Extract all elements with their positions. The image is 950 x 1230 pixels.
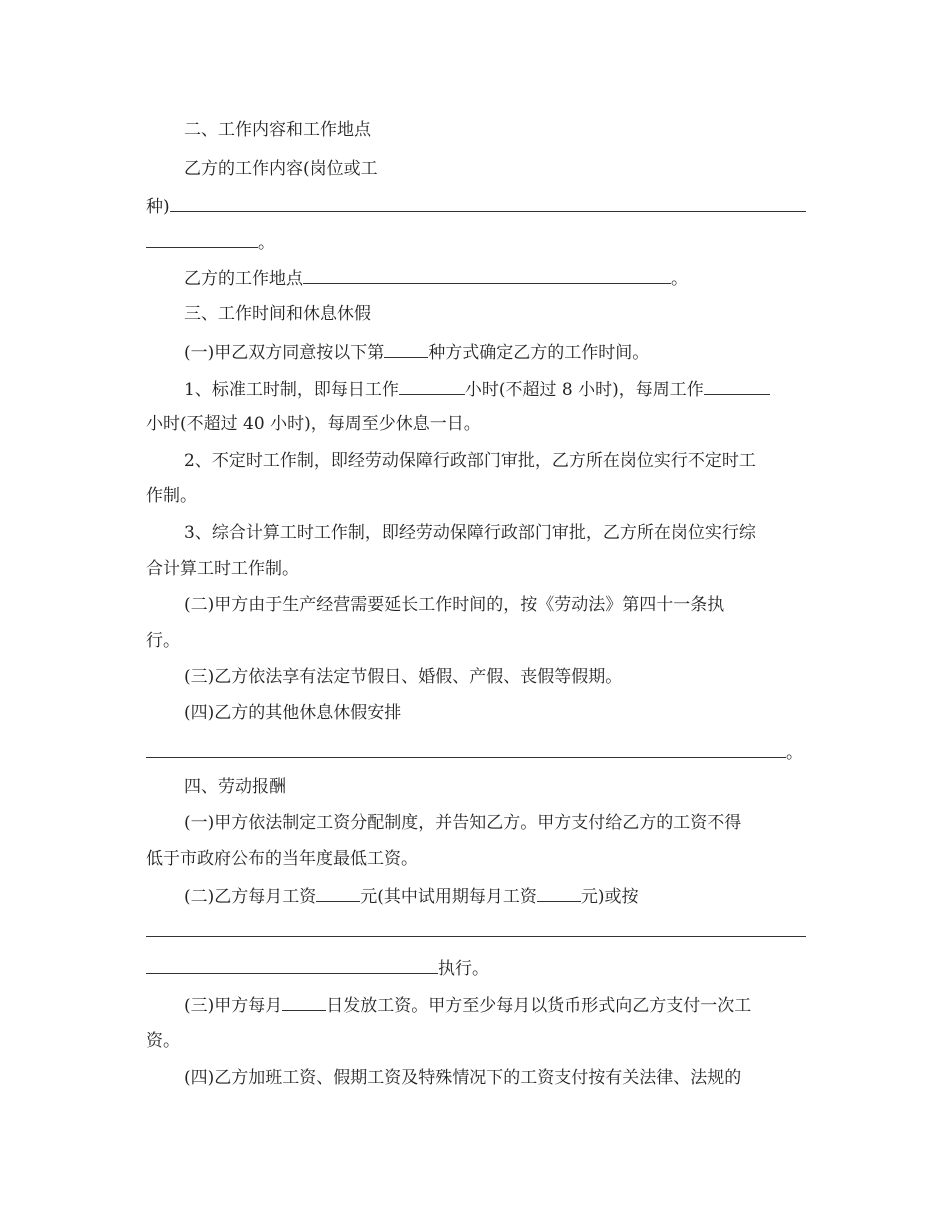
other-leave-blank xyxy=(146,740,786,758)
wage-system-line-1: (一)甲方依法制定工资分配制度，并告知乙方。甲方支付给乙方的工资不得 xyxy=(184,813,742,833)
wage-basis-line-2 xyxy=(146,956,489,981)
comprehensive-hours-line-1: 3、综合计算工时工作制，即经劳动保障行政部门审批，乙方所在岗位实行综 xyxy=(184,523,756,543)
section-4-heading: 四、劳动报酬 xyxy=(184,777,286,797)
text: (三)甲方每月 xyxy=(184,996,283,1016)
work-content-label-cont: 种) xyxy=(146,197,170,217)
wage-basis-blank xyxy=(146,919,806,937)
work-location-label: 乙方的工作地点 xyxy=(184,269,303,289)
flexible-hours-line-2: 作制。 xyxy=(146,486,197,506)
text: 执行。 xyxy=(438,959,489,979)
other-leave-label: (四)乙方的其他休息休假安排 xyxy=(184,703,402,723)
pay-day-blank xyxy=(282,993,326,1011)
work-content-label: 乙方的工作内容(岗位或工 xyxy=(184,159,378,179)
work-content-blank-2 xyxy=(146,230,258,248)
other-leave-line xyxy=(146,740,803,765)
work-time-paragraph-1 xyxy=(184,340,649,365)
standard-hours-line xyxy=(184,377,770,402)
period: 。 xyxy=(258,233,275,253)
comprehensive-hours-line-2: 合计算工时工作制。 xyxy=(146,559,299,579)
work-location-line xyxy=(184,266,688,291)
period: 。 xyxy=(671,269,688,289)
text: 元(其中试用期每月工资 xyxy=(360,887,537,907)
section-2-heading: 二、工作内容和工作地点 xyxy=(184,120,371,140)
work-location-blank xyxy=(303,266,671,284)
flexible-hours-line-1: 2、不定时工作制，即经劳动保障行政部门审批，乙方所在岗位实行不定时工 xyxy=(184,451,756,471)
wage-system-line-2: 低于市政府公布的当年度最低工资。 xyxy=(146,849,418,869)
standard-hours-line-2: 小时(不超过 40 小时)，每周至少休息一日。 xyxy=(146,414,481,434)
text: (一)甲乙双方同意按以下第 xyxy=(184,343,385,363)
wage-basis-line xyxy=(146,919,806,944)
text: 元)或按 xyxy=(580,887,639,907)
text: 种方式确定乙方的工作时间。 xyxy=(428,343,650,363)
work-content-line-2 xyxy=(146,230,275,255)
section-3-heading: 三、工作时间和休息休假 xyxy=(184,304,371,324)
monthly-wage-blank xyxy=(316,884,360,902)
probation-wage-blank xyxy=(537,884,581,902)
wage-basis-blank-2 xyxy=(146,956,438,974)
overtime-line-2: 行。 xyxy=(146,631,180,651)
holidays-line: (三)乙方依法享有法定节假日、婚假、产假、丧假等假期。 xyxy=(184,667,623,687)
pay-day-line xyxy=(184,993,751,1018)
text: 小时(不超过 8 小时)，每周工作 xyxy=(464,380,704,400)
work-content-line xyxy=(146,194,806,219)
period: 。 xyxy=(786,743,803,763)
weekly-hours-blank xyxy=(704,377,770,395)
daily-hours-blank xyxy=(399,377,465,395)
monthly-wage-line xyxy=(184,884,639,909)
method-number-blank xyxy=(384,340,428,358)
overtime-line-1: (二)甲方由于生产经营需要延长工作时间的，按《劳动法》第四十一条执 xyxy=(184,595,725,615)
text: 日发放工资。甲方至少每月以货币形式向乙方支付一次工 xyxy=(326,996,752,1016)
work-content-blank xyxy=(170,194,806,212)
text: 1、标准工时制，即每日工作 xyxy=(184,380,399,400)
pay-day-line-2: 资。 xyxy=(146,1031,180,1051)
overtime-pay-line: (四)乙方加班工资、假期工资及特殊情况下的工资支付按有关法律、法规的 xyxy=(184,1068,742,1088)
text: (二)乙方每月工资 xyxy=(184,887,317,907)
